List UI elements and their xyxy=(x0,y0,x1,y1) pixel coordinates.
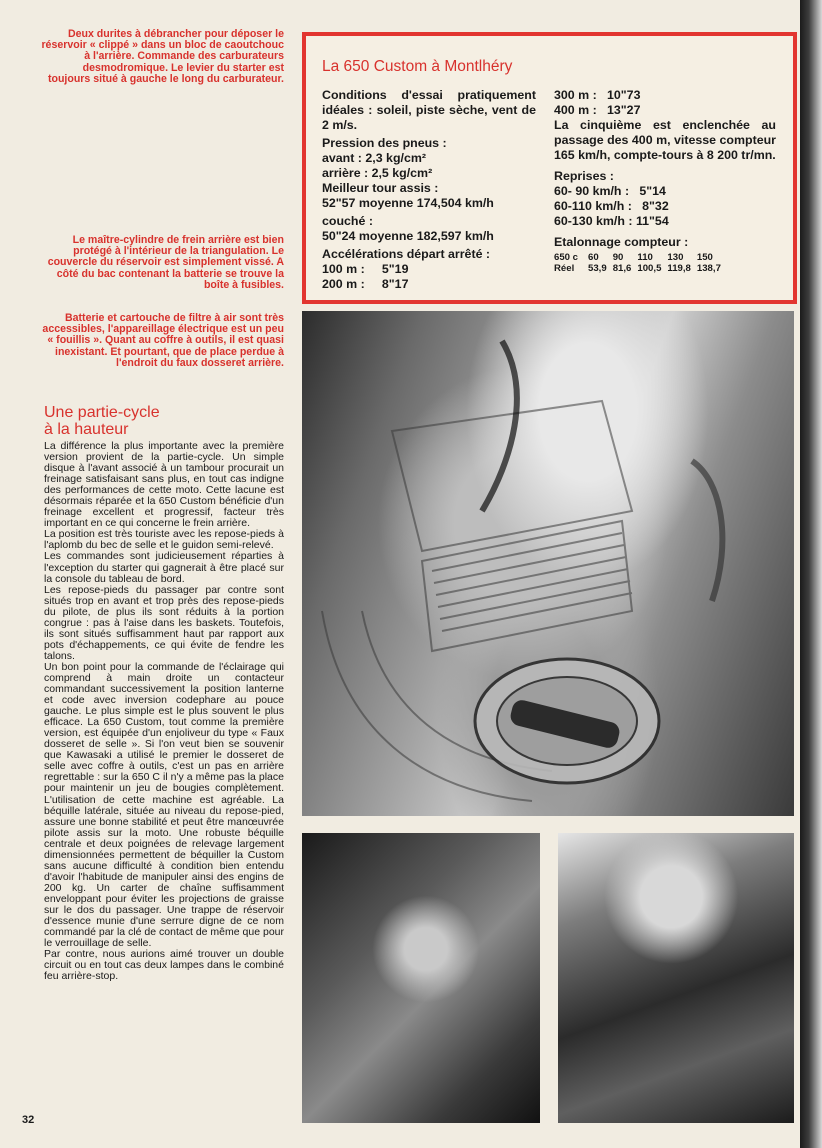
heading-line-2: à la hauteur xyxy=(44,421,129,438)
pressure-label: Pression des pneus : xyxy=(322,136,447,150)
box-left-column xyxy=(322,88,536,292)
calibration-label: Etalonnage compteur : xyxy=(554,235,689,249)
article-paragraph: La différence la plus importante avec la première version provient de la partie-cycle. Un simple disque à l'avant associé à un tambour procurait un freinage satisfaisant sans plus, en tout cas indigne des performances de cette moto. Cette lacune est désormais réparée et la 650 Custom bénéficie d'un freinage excellent et progressif, facteur très important en ce qui concerne le frein arrière. xyxy=(44,440,284,530)
calibration-cell: 130 xyxy=(667,252,684,263)
article-paragraph: Les repose-pieds du passager par contre sont situés trop en avant et trop près des repose-pieds du pilote, de plus ils sont réduits à la portion congrue : pas à l'aise dans les baskets. Toutefois, ils sont situés suffisamment haut par rapport aux pots d'échappements, ce qui évite de fendre les talons. xyxy=(44,583,284,662)
test-conditions: Conditions d'essai pratiquement idéales : soleil, piste sèche, vent de 2 m/s. xyxy=(322,88,536,132)
article-paragraph: Les commandes sont judicieusement réparties à l'exception du starter qui gagnerait à être placé sur la console du tableau de bord. xyxy=(44,550,284,585)
calibration-cell: 119,8 xyxy=(667,263,691,274)
test-results-box xyxy=(302,32,797,304)
engine-photo xyxy=(302,311,794,816)
acceleration-100m: 100 m : 5"19 xyxy=(322,262,409,276)
article-heading xyxy=(44,404,284,438)
reprise-60-110: 60-110 km/h : 8"32 xyxy=(554,199,669,213)
calibration-cell: 100,5 xyxy=(637,263,662,274)
box-right-column xyxy=(554,88,776,274)
article-body xyxy=(44,441,284,982)
calibration-cell: 53,9 xyxy=(588,263,607,274)
acceleration-label: Accélérations départ arrêté : xyxy=(322,247,491,261)
calibration-cell: 81,6 xyxy=(612,263,632,274)
article-paragraph: Par contre, nous aurions aimé trouver un double circuit ou en tout cas deux lampes dans le combiné feu arrière-stop. xyxy=(44,948,284,983)
acceleration-300m: 300 m : 10"73 xyxy=(554,88,641,102)
reprise-60-130: 60-130 km/h : 11"54 xyxy=(554,214,669,228)
best-lap-lying: 50"24 moyenne 182,597 km/h xyxy=(322,229,494,243)
reprise-60-90: 60- 90 km/h : 5"14 xyxy=(554,184,666,198)
acceleration-400m: 400 m : 13"27 xyxy=(554,103,641,117)
reprises-label: Reprises : xyxy=(554,169,614,183)
article-paragraph: La position est très touriste avec les repose-pieds à l'aplomb du bec de selle et le guidon semi-relevé. xyxy=(44,528,284,552)
brake-cylinder-photo xyxy=(302,833,540,1123)
best-lap-seated-label: Meilleur tour assis : xyxy=(322,181,439,195)
calibration-header-row xyxy=(554,252,727,263)
article-paragraph: Un bon point pour la commande de l'éclairage qui comprend à main droite un contacteur commandant successivement la position lanterne et code avec inversion codephare au pouce gauche. Le plus simple est le plus souvent le plus efficace. La 650 Custom, tout comme la première version, est équipée d'un enjoliveur du type « Faux dosseret de selle ». Si l'on veut bien se souvenir que Kawasaki a utilisé le premier le dosseret de selle avec coffre à outils, c'est un pas en arrière regrettable : sur la 650 C il n'y a même pas la place pour maintenir un jeu de bougies complètement. L'utilisation de cette machine est agréable. La béquille latérale, située au niveau du repose-pied, assure une bonne stabilité et peut être manœuvrée pilote assis sur la moto. Une robuste béquille centrale et deux poignées de relevage largement dimensionnées permettent de béquiller la Custom sans aucune difficulté à condition bien entendu d'avoir l'habitude de manipuler ainsi des engins de 200 kg. Un carter de chaîne suffisamment enveloppant pour éviter les projections de graisse sur le dos du passager. Une trappe de réservoir d'essence munie d'une serrure digne de ce nom commandé par la clé de contact de même que pour le verrouillage de selle. xyxy=(44,660,284,950)
page-edge-photo xyxy=(800,0,822,1148)
page-number: 32 xyxy=(22,1114,35,1126)
calibration-cell: 150 xyxy=(696,252,713,263)
calibration-table xyxy=(554,252,727,274)
engine-illustration xyxy=(302,311,794,816)
acceleration-200m: 200 m : 8"17 xyxy=(322,277,409,291)
best-lap-lying-label: couché : xyxy=(322,214,373,228)
battery-compartment-photo xyxy=(558,833,794,1123)
caption-lower: Batterie et cartouche de filtre à air sont très accessibles, l'appareillage électrique est un peu « fouillis ». Quant au coffre à outils, il est quasi inexistant. Et pourtant, que de place perdue à l'endroit du faux dosseret arrière. xyxy=(42,312,284,369)
calibration-real-row xyxy=(554,263,727,274)
pressure-front: avant : 2,3 kg/cm² xyxy=(322,151,426,165)
caption-top: Deux durites à débrancher pour déposer le réservoir « clippé » dans un bloc de caoutchouc à l'arrière. Commande des carburateurs desmodromique. Le levier du starter est toujours situé à gauche le long du carburateur. xyxy=(41,28,284,85)
calibration-cell: 650 c xyxy=(554,252,579,263)
fifth-gear-note: La cinquième est enclenchée au passage des 400 m, vitesse compteur 165 km/h, compte-tours à 8 200 tr/mn. xyxy=(554,118,776,162)
calibration-cell: 60 xyxy=(588,252,599,263)
best-lap-seated: 52"57 moyenne 174,504 km/h xyxy=(322,196,494,210)
calibration-cell: 90 xyxy=(612,252,624,263)
calibration-cell: Réel xyxy=(554,263,575,274)
pressure-rear: arrière : 2,5 kg/cm² xyxy=(322,166,433,180)
box-title: La 650 Custom à Montlhéry xyxy=(322,58,513,75)
calibration-cell: 138,7 xyxy=(696,263,721,274)
calibration-cell: 110 xyxy=(637,252,653,263)
heading-line-1: Une partie-cycle xyxy=(44,404,160,421)
caption-middle: Le maître-cylindre de frein arrière est bien protégé à l'intérieur de la triangulation. Le couvercle du réservoir est simplement vissé. A côté du bac contenant la batterie se trouve la boîte à fusibles. xyxy=(47,234,284,291)
